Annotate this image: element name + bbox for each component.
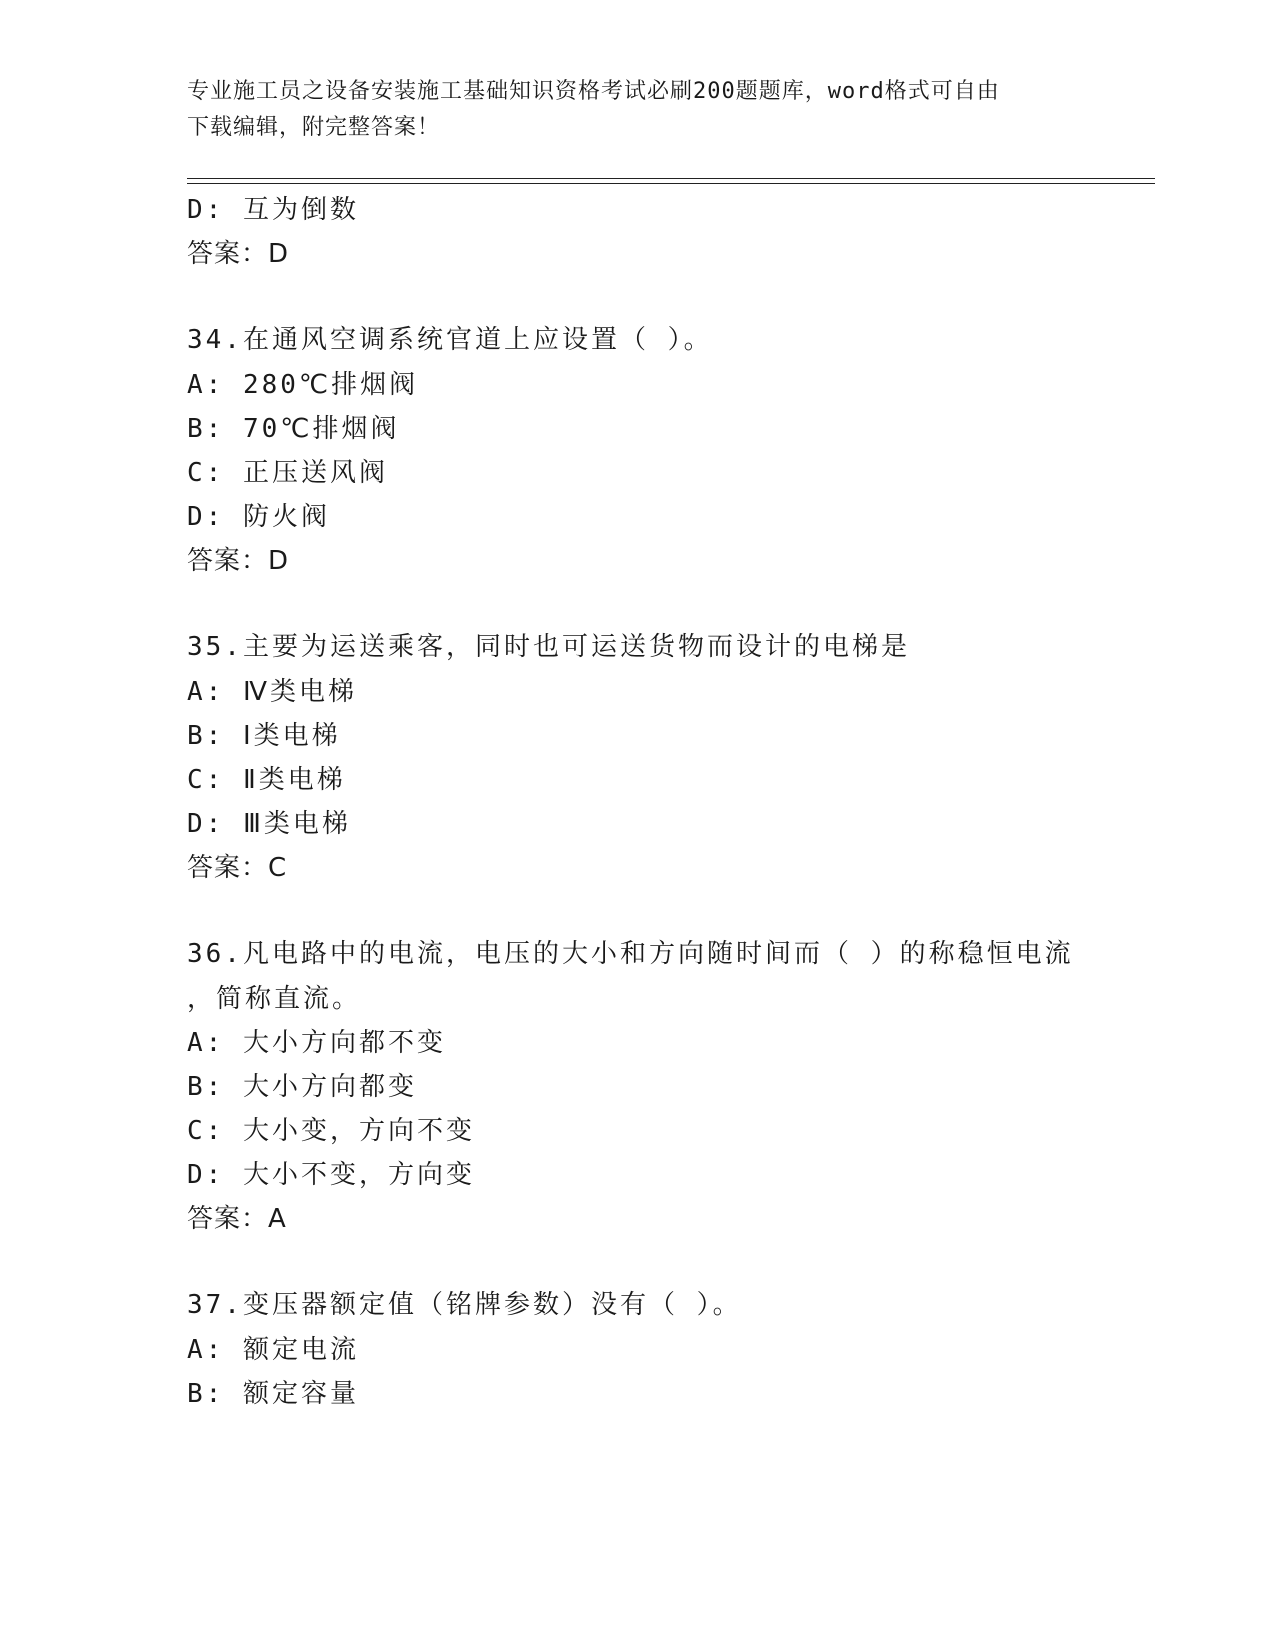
q34-question: 34.在通风空调系统官道上应设置（ ）。 [187, 325, 713, 355]
q36-question-line-2: ，简称直流。 [187, 984, 362, 1014]
q34-answer: 答案：D [187, 546, 290, 576]
header-divider-bottom [187, 183, 1155, 184]
header-line-1: 专业施工员之设备安装施工基础知识资格考试必刷200题题库，word格式可自由 [187, 79, 1000, 104]
q37-option-a: A: 额定电流 [187, 1335, 359, 1365]
q36-answer: 答案：A [187, 1204, 287, 1234]
q36-option-a: A: 大小方向都不变 [187, 1028, 446, 1058]
header-line-2: 下载编辑，附完整答案！ [187, 115, 441, 140]
q35-question: 35.主要为运送乘客，同时也可运送货物而设计的电梯是 [187, 632, 910, 662]
q34-option-b: B: 70℃排烟阀 [187, 414, 400, 444]
q35-option-d: D: Ⅲ类电梯 [187, 809, 351, 839]
q34-option-a: A: 280℃排烟阀 [187, 370, 419, 400]
q35-answer: 答案：C [187, 853, 288, 883]
q34-option-c: C: 正压送风阀 [187, 458, 388, 488]
document-header [187, 74, 1077, 146]
q35-option-b: B: Ⅰ类电梯 [187, 721, 341, 751]
q34-option-d: D: 防火阀 [187, 502, 330, 532]
q33-option-d: D: 互为倒数 [187, 195, 359, 225]
q37-question: 37.变压器额定值（铭牌参数）没有（ ）。 [187, 1290, 742, 1320]
q36-question-line-1: 36.凡电路中的电流，电压的大小和方向随时间而（ ）的称稳恒电流 [187, 939, 1074, 969]
header-divider-top [187, 178, 1155, 179]
q36-option-b: B: 大小方向都变 [187, 1072, 417, 1102]
q37-option-b: B: 额定容量 [187, 1379, 359, 1409]
q35-option-a: A: Ⅳ类电梯 [187, 677, 357, 707]
q36-option-c: C: 大小变，方向不变 [187, 1116, 475, 1146]
q36-option-d: D: 大小不变，方向变 [187, 1160, 475, 1190]
q33-answer: 答案：D [187, 239, 290, 269]
q35-option-c: C: Ⅱ类电梯 [187, 765, 346, 795]
